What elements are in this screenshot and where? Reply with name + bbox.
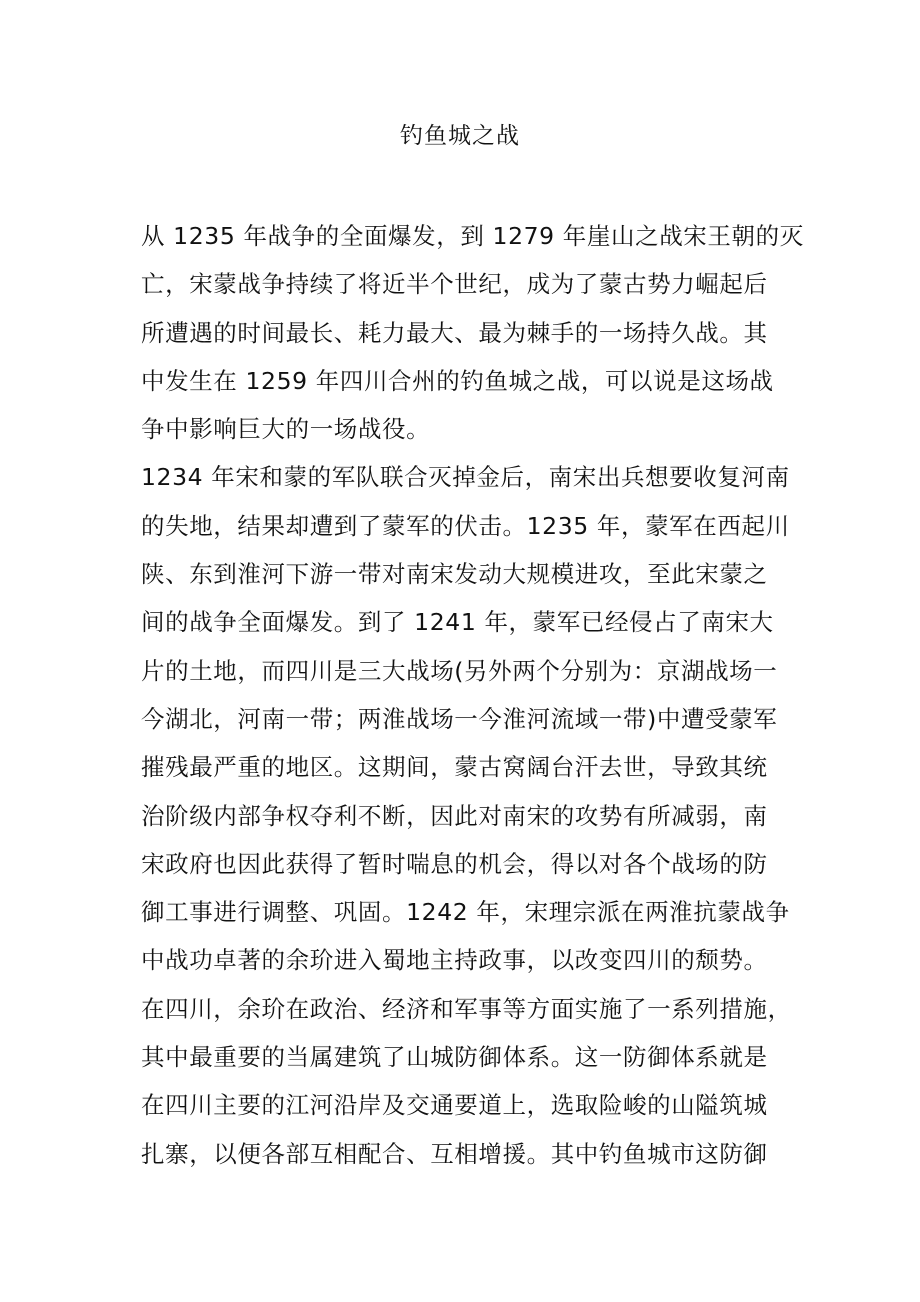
body-line: 所遭遇的时间最长、耗力最大、最为棘手的一场持久战。其: [141, 318, 768, 347]
body-line: 亡，宋蒙战争持续了将近半个世纪，成为了蒙古势力崛起后: [141, 270, 768, 299]
body-line: 争中影响巨大的一场战役。: [141, 415, 431, 444]
body-line: 在四川主要的江河沿岸及交通要道上，选取险峻的山隘筑城: [141, 1091, 768, 1120]
body-line: 中战功卓著的余玠进入蜀地主持政事，以改变四川的颓势。: [141, 946, 768, 975]
body-line: 从 1235 年战争的全面爆发，到 1279 年崖山之战宋王朝的灭: [141, 222, 804, 250]
body-line: 中发生在 1259 年四川合州的钓鱼城之战，可以说是这场战: [141, 366, 774, 395]
body-line: 间的战争全面爆发。到了 1241 年，蒙军已经侵占了南宋大: [141, 608, 774, 637]
body-line: 其中最重要的当属建筑了山城防御体系。这一防御体系就是: [141, 1043, 768, 1072]
body-line: 陕、东到淮河下游一带对南宋发动大规模进攻，至此宋蒙之: [141, 560, 768, 589]
body-line: 摧残最严重的地区。这期间，蒙古窝阔台汗去世，导致其统: [141, 753, 768, 782]
body-line: 片的土地，而四川是三大战场(另外两个分别为：京湖战场一: [141, 656, 778, 685]
body-line: 的失地，结果却遭到了蒙军的伏击。1235 年，蒙军在西起川: [141, 511, 790, 540]
body-line: 宋政府也因此获得了暂时喘息的机会，得以对各个战场的防: [141, 849, 768, 878]
body-line: 扎寨，以便各部互相配合、互相增援。其中钓鱼城市这防御: [141, 1139, 768, 1168]
document-body: [141, 212, 804, 1178]
body-line: 在四川，余玠在政治、经济和军事等方面实施了一系列措施，: [141, 994, 792, 1023]
body-line: 御工事进行调整、巩固。1242 年，宋理宗派在两淮抗蒙战争: [141, 898, 790, 927]
body-line: 治阶级内部争权夺利不断，因此对南宋的攻势有所减弱，南: [141, 801, 768, 830]
body-line: 今湖北，河南一带；两淮战场一今淮河流域一带)中遭受蒙军: [141, 704, 778, 733]
document-title: 钓鱼城之战: [400, 123, 520, 149]
body-line: 1234 年宋和蒙的军队联合灭掉金后，南宋出兵想要收复河南: [141, 463, 790, 492]
